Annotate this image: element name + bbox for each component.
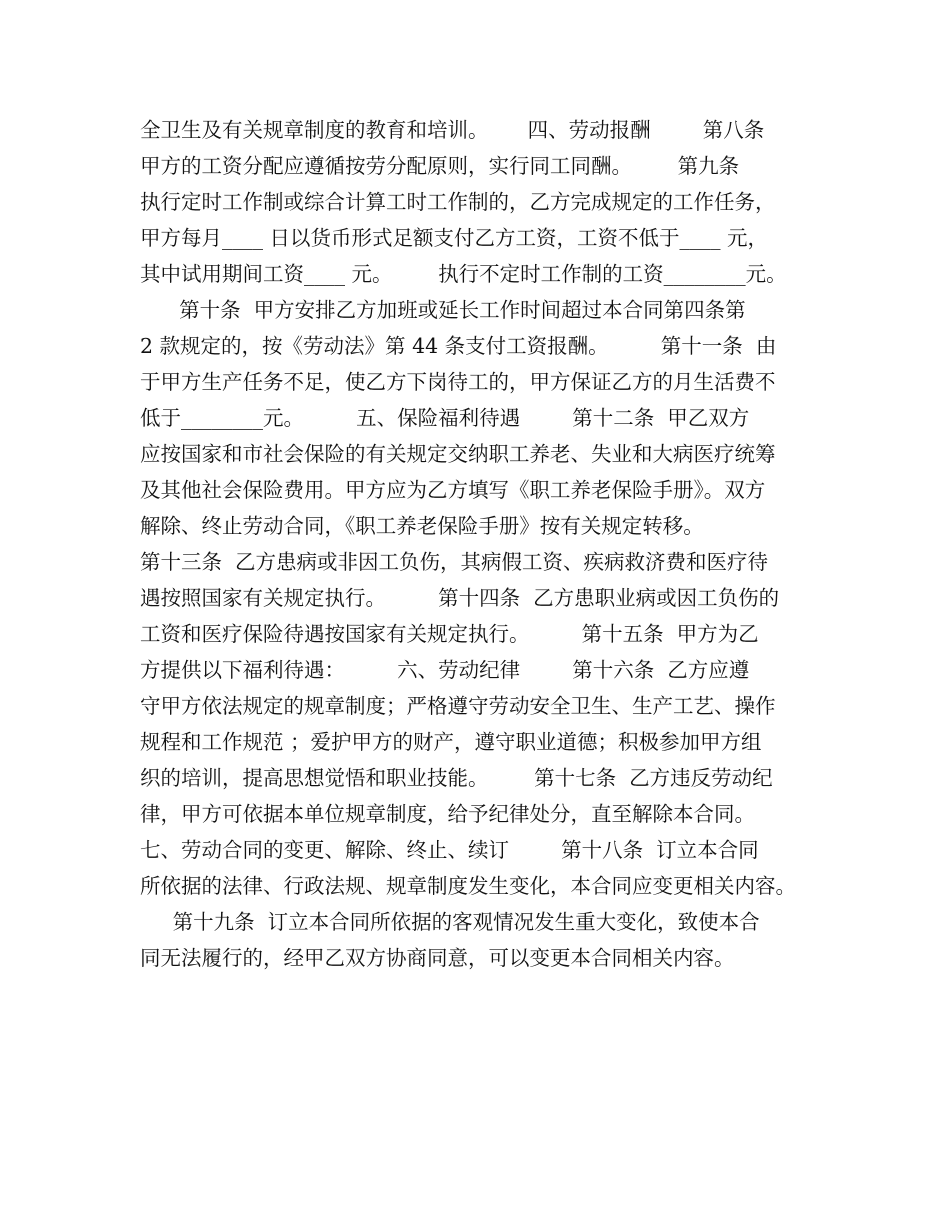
body-text-line: 甲方每月____ 日以货币形式足额支付乙方工资，工资不低于____ 元， <box>140 226 769 250</box>
body-text-line: 2 款规定的，按《劳动法》第 44 条支付工资报酬。 第十一条 由 <box>140 334 777 358</box>
body-text-line: 第十三条 乙方患病或非因工负伤，其病假工资、疾病救济费和医疗待 <box>140 550 769 574</box>
body-text-line: 执行定时工作制或综合计算工时工作制的，乙方完成规定的工作任务， <box>140 190 776 214</box>
body-text-line: 甲方的工资分配应遵循按劳分配原则，实行同工同酬。 第九条 <box>140 154 740 178</box>
body-text-line: 守甲方依法规定的规章制度；严格遵守劳动安全卫生、生产工艺、操作 <box>140 694 776 718</box>
body-text-line: 低于________元。 五、保险福利待遇 第十二条 甲乙双方 <box>140 406 750 430</box>
body-text-line: 织的培训，提高思想觉悟和职业技能。 第十七条 乙方违反劳动纪 <box>140 766 773 790</box>
body-text-line: 全卫生及有关规章制度的教育和培训。 四、劳动报酬 第八条 <box>140 118 765 142</box>
body-text-line: 工资和医疗保险待遇按国家有关规定执行。 第十五条 甲方为乙 <box>140 622 759 646</box>
body-text-line: 及其他社会保险费用。甲方应为乙方填写《职工养老保险手册》。双方 <box>140 478 766 502</box>
body-text-line: 规程和工作规范 ；爱护甲方的财产，遵守职业道德；积极参加甲方组 <box>140 730 762 754</box>
body-text-line: 于甲方生产任务不足，使乙方下岗待工的，甲方保证乙方的月生活费不 <box>140 370 776 394</box>
body-text-line: 方提供以下福利待遇： 六、劳动纪律 第十六条 乙方应遵 <box>140 658 750 682</box>
body-text-line: 同无法履行的，经甲乙双方协商同意，可以变更本合同相关内容。 <box>140 946 735 970</box>
body-text-line: 解除、终止劳动合同，《职工养老保险手册》按有关规定转移。 <box>140 514 704 538</box>
body-text-line: 第十九条 订立本合同所依据的客观情况发生重大变化，致使本合 <box>140 910 760 934</box>
body-text-line: 第十条 甲方安排乙方加班或延长工作时间超过本合同第四条第 <box>140 298 746 322</box>
body-text-line: 应按国家和市社会保险的有关规定交纳职工养老、失业和大病医疗统筹 <box>140 442 776 466</box>
body-text-line: 七、劳动合同的变更、解除、终止、续订 第十八条 订立本合同 <box>140 838 759 862</box>
body-text-line: 遇按照国家有关规定执行。 第十四条 乙方患职业病或因工负伤的 <box>140 586 780 610</box>
body-text-line: 律，甲方可依据本单位规章制度，给予纪律处分，直至解除本合同。 <box>140 802 755 826</box>
body-text-line: 其中试用期间工资____ 元。 执行不定时工作制的工资________元。 <box>140 262 787 286</box>
body-text-line: 所依据的法律、行政法规、规章制度发生变化，本合同应变更相关内容。 <box>140 874 796 898</box>
